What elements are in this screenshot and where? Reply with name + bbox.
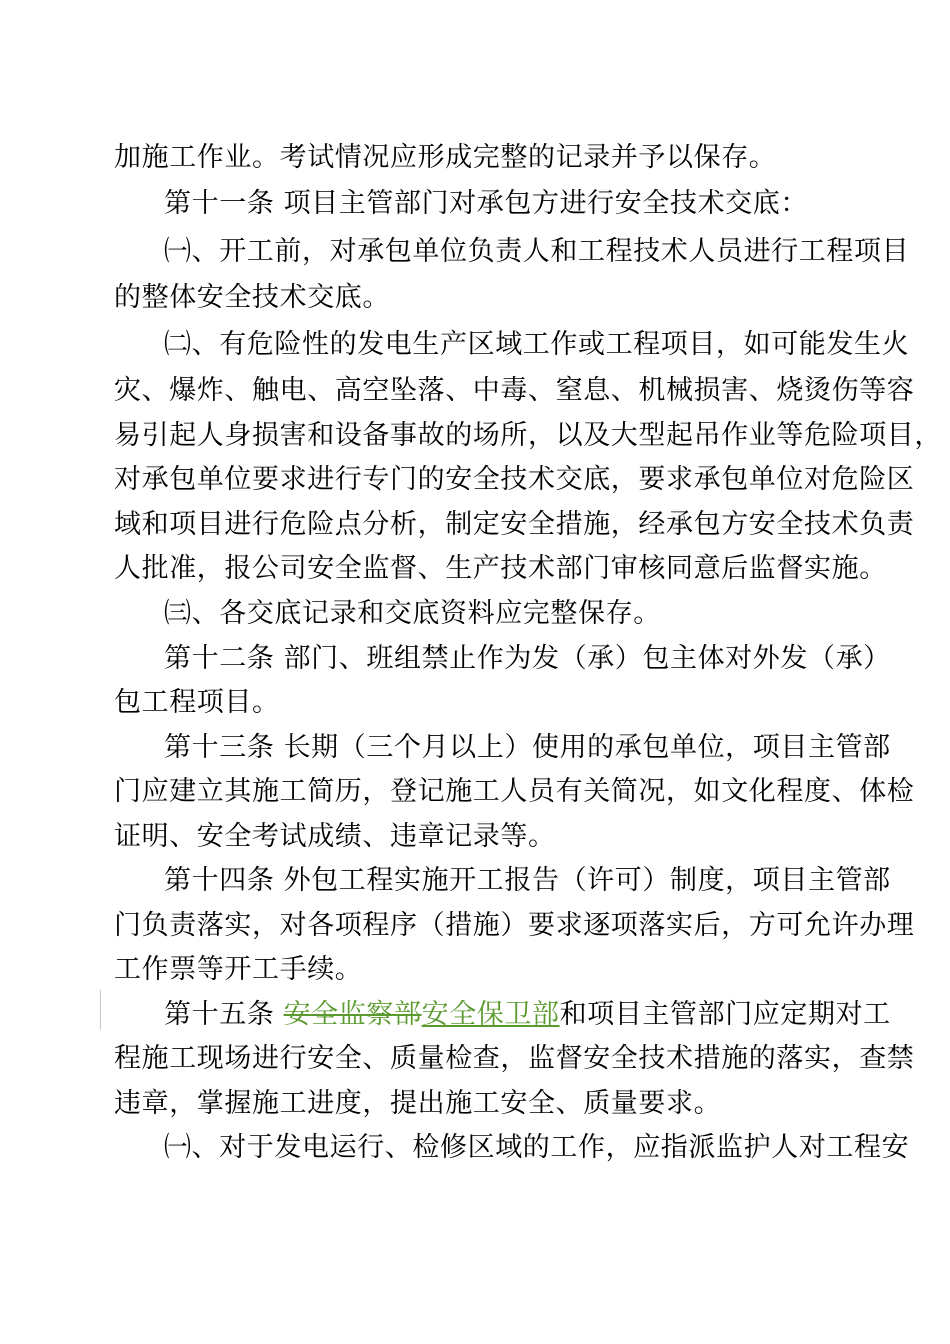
paragraph-line: ㈢、各交底记录和交底资料应完整保存。 (164, 598, 661, 629)
paragraph-line: 程施工现场进行安全、质量检查，监督安全技术措施的落实，查禁 (114, 1043, 915, 1074)
article-15-heading (164, 995, 891, 1035)
article-12-heading: 第十二条 部门、班组禁止作为发（承）包主体对外发（承） (164, 643, 891, 674)
paragraph-line: 灾、爆炸、触电、高空坠落、中毒、窒息、机械损害、烧烫伤等容 (114, 375, 915, 406)
inserted-text[interactable]: 安全保卫部 (421, 999, 560, 1030)
paragraph-line: 域和项目进行危险点分析，制定安全措施，经承包方安全技术负责 (114, 509, 915, 540)
paragraph-line: 的整体安全技术交底。 (114, 282, 390, 313)
article-13-heading: 第十三条 长期（三个月以上）使用的承包单位，项目主管部 (164, 732, 891, 763)
paragraph-line: 对承包单位要求进行专门的安全技术交底，要求承包单位对危险区 (114, 464, 915, 495)
paragraph-line: ㈠、开工前，对承包单位负责人和工程技术人员进行工程项目 (164, 236, 910, 267)
paragraph-line: 违章，掌握施工进度，提出施工安全、质量要求。 (114, 1088, 722, 1119)
article-15-prefix: 第十五条 (164, 999, 284, 1030)
paragraph-line: ㈠、对于发电运行、检修区域的工作，应指派监护人对工程安 (164, 1132, 910, 1163)
deleted-text[interactable]: 安全监察部 (283, 999, 422, 1030)
paragraph-line: 易引起人身损害和设备事故的场所，以及大型起吊作业等危险项目， (114, 420, 942, 451)
paragraph-line: 门应建立其施工简历，登记施工人员有关简况，如文化程度、体检 (114, 776, 915, 807)
paragraph-line: 证明、安全考试成绩、违章记录等。 (114, 821, 556, 852)
revision-change-bar (100, 990, 101, 1030)
paragraph-line: 门负责落实，对各项程序（措施）要求逐项落实后，方可允许办理 (114, 910, 915, 941)
paragraph-line: 包工程项目。 (114, 687, 280, 718)
paragraph-line: 加施工作业。考试情况应形成完整的记录并予以保存。 (114, 142, 777, 173)
paragraph-line: 人批准，报公司安全监督、生产技术部门审核同意后监督实施。 (114, 553, 887, 584)
article-11-heading: 第十一条 项目主管部门对承包方进行安全技术交底： (164, 188, 808, 219)
article-15-suffix: 和项目主管部门应定期对工 (559, 999, 891, 1030)
paragraph-line: ㈡、有危险性的发电生产区域工作或工程项目，如可能发生火 (164, 329, 910, 360)
article-14-heading: 第十四条 外包工程实施开工报告（许可）制度，项目主管部 (164, 865, 891, 896)
paragraph-line: 工作票等开工手续。 (114, 954, 363, 985)
